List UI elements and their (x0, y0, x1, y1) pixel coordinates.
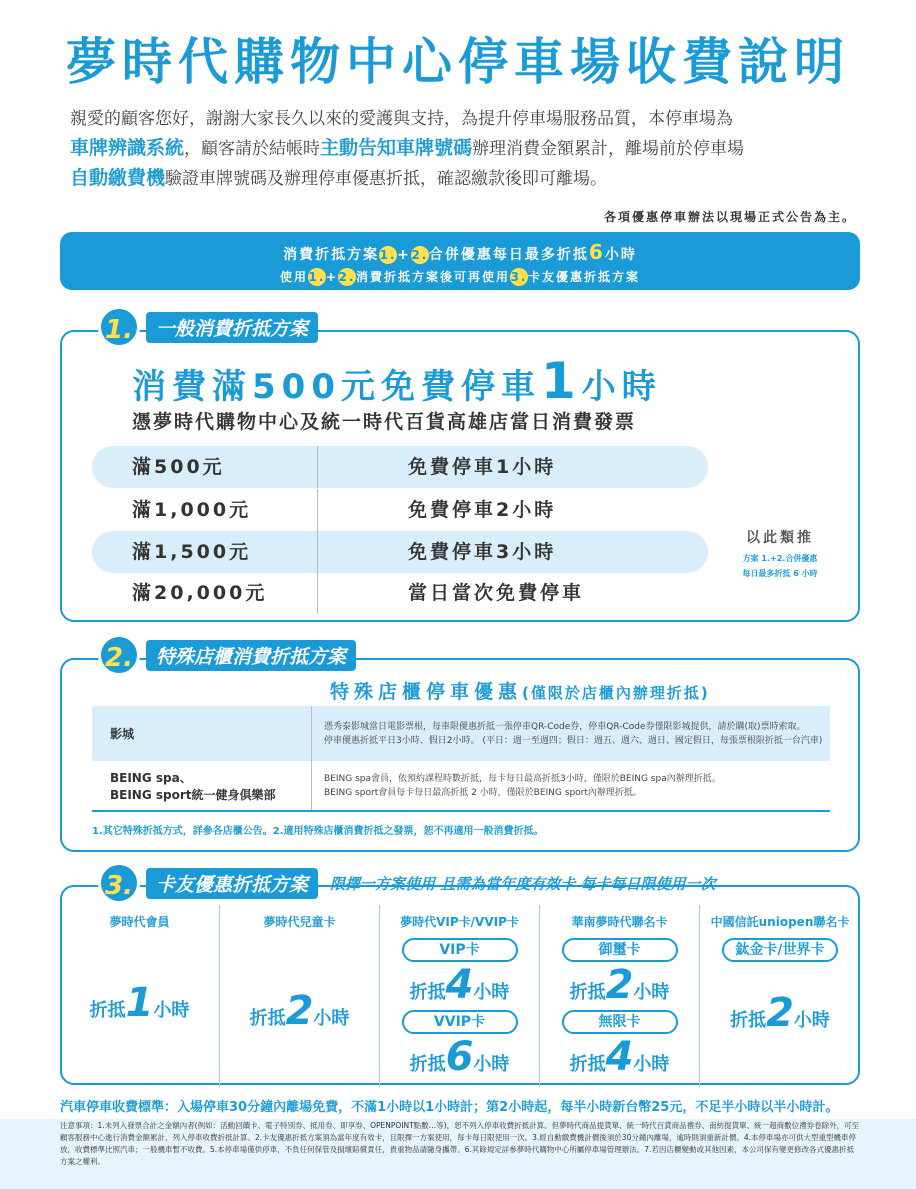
discount-post: 小時 (473, 982, 510, 1003)
card-tier-pill: VIP卡 (402, 938, 518, 962)
section-3-subtitle: 限擇一方案使用 且需為當年度有效卡 每卡每日限使用一次 (330, 874, 716, 893)
banner-max-hours: 6 (588, 240, 605, 264)
headline-text: 消費滿500元免費停車 (132, 367, 541, 407)
store-desc-line: 憑秀泰影城當日電影票根，每車限優惠折抵一張停車QR-Code券，停車QR-Code券僅限影城提供，請於購(取)票時索取。 (324, 721, 806, 732)
discount-number: 6 (445, 1034, 474, 1080)
tier-result: 免費停車3小時 (408, 541, 557, 563)
section-2-footnote: 1.其它特殊折抵方式，詳參各店櫃公告。2.適用特殊店櫃消費折抵之發票，恕不再適用一般消費折抵。 (92, 826, 544, 837)
banner-text: 消費折抵方案 (283, 247, 380, 263)
table-row (92, 761, 830, 810)
intro-text: 親愛的顧客您好，謝謝大家長久以來的愛護與支持，為提升停車場服務品質，本停車場為 (70, 109, 733, 129)
discount-post: 小時 (153, 1000, 190, 1021)
intro-highlight-pay-machine: 自動繳費機 (70, 167, 166, 189)
subtitle-text: 特殊店櫃停車優惠 (330, 681, 523, 703)
badge-2: 2. (338, 270, 356, 284)
table-row (92, 706, 830, 761)
discount-number: 4 (445, 962, 474, 1008)
notes: 注意事項：1.未列入發票合計之金額內者(例如：活動回饋卡、電子特別券、抵用券、即享券、OPENPOINT點數…等)，恕不列入停車收費折抵計算。但夢時代商品提貨單、統一時代百貨商品禮券、南紡提貨單、統一超商數位禮券卷除外，可至顧客服務中心進行消費金額累計，列入停車收費折抵計算。2.卡友優惠折抵方案須為當年度有效卡，且限擇一方案使用，每卡每日限使用一次。3.經自動繳費機計價後須於30分鐘內離場，逾時則須重新計價。4.本停車場亦可供大型重型機車停放，收費標準比照汽車；一般機車暫不收費。5.本停車場僅供停車，不負任何保管及損壞賠償責任，貴重物品請隨身攜帶。6.其餘規定詳參夢時代購物中心所屬停車場管理辦法。7.若因店櫃變動或其他因素，本公司保有變更修改各式優惠折抵方案之權利。 (60, 1121, 860, 1166)
banner-plus: + (325, 270, 339, 284)
inference-line-1: 方案 1.+2.合併優惠 (742, 554, 818, 563)
official-notice-note: 各項優惠停車辦法以現場正式公告為主。 (603, 210, 856, 224)
tier-result: 當日當次免費停車 (408, 582, 585, 604)
inference-line-2: 每日最多折抵 6 小時 (742, 569, 818, 578)
store-desc-line: BEING spa會員，依預約課程時數折抵，每卡每日最高折抵3小時，僅限於BEING spa內辦理折抵。 (324, 773, 721, 784)
tier-amount: 滿1,500元 (92, 531, 318, 573)
tier-result: 免費停車1小時 (408, 456, 557, 478)
intro-highlight-tell-plate: 主動告知車牌號碼 (320, 137, 473, 159)
badge-3: 3. (510, 270, 528, 284)
section-1-subtitle: 憑夢時代購物中心及統一時代百貨高雄店當日消費發票 (132, 411, 637, 433)
tier-amount: 滿20,000元 (92, 572, 318, 614)
headline-text: 小時 (581, 367, 662, 407)
discount-pre: 折抵 (409, 1054, 446, 1075)
special-store-table (92, 706, 830, 812)
tier-amount: 滿1,000元 (92, 489, 318, 531)
banner-line-1 (60, 240, 860, 264)
section-3-number: 3. (98, 862, 140, 904)
banner-text: 合併優惠每日最多折抵 (428, 247, 589, 263)
discount-number: 2 (766, 990, 794, 1036)
tier-row (92, 531, 708, 573)
discount-pre: 折抵 (730, 1010, 767, 1031)
card-tier-pill: VVIP卡 (402, 1010, 518, 1034)
banner-text: 消費折抵方案後可再使用 (356, 270, 511, 284)
discount-pre: 折抵 (89, 1000, 126, 1021)
card-name: 夢時代VIP卡/VVIP卡 (400, 915, 519, 929)
store-name (92, 706, 312, 761)
card-column (380, 905, 540, 1087)
tier-result: 免費停車2小時 (408, 499, 557, 521)
banner-text: 小時 (604, 247, 637, 263)
inference-title: 以此類推 (746, 530, 814, 546)
card-name: 華南夢時代聯名卡 (571, 915, 668, 929)
discount-pre: 折抵 (569, 982, 606, 1003)
store-desc (312, 761, 830, 810)
intro-highlight-plate-system: 車牌辨識系統 (70, 137, 185, 159)
badge-1: 1. (379, 248, 397, 262)
discount-hours (220, 988, 379, 1034)
section-1-number: 1. (98, 306, 140, 348)
store-name-line: BEING sport統一健身俱樂部 (110, 787, 276, 802)
discount-hours (700, 990, 860, 1036)
store-desc-line: BEING sport會員每卡每日最高折抵 2 小時，僅限於BEING sport內辦理折抵。 (324, 787, 642, 798)
store-desc-line: 停車優惠折抵平日3小時、假日2小時。 (平日：週一至週四；假日：週五、週六、週日、國定假日，每張票根限折抵一台汽車) (324, 735, 823, 746)
discount-number: 2 (605, 962, 634, 1008)
headline-hours: 1 (540, 352, 582, 410)
banner-line-2 (60, 268, 860, 286)
intro-text: 驗證車牌號碼及辦理停車優惠折抵，確認繳款後即可離場。 (165, 169, 608, 189)
discount-post: 小時 (633, 982, 670, 1003)
discount-pre: 折抵 (249, 1008, 286, 1029)
section-2-number: 2. (98, 634, 140, 676)
section-1-title: 一般消費折抵方案 (146, 312, 318, 343)
discount-number: 1 (125, 980, 154, 1026)
banner-text: 卡友優惠折抵方案 (528, 270, 641, 284)
section-3-header (98, 862, 715, 904)
discount-pre: 折抵 (409, 982, 446, 1003)
discount-hours (60, 980, 219, 1026)
discount-number: 4 (605, 1034, 634, 1080)
banner-text: 使用 (279, 270, 308, 284)
section-1-header (98, 306, 318, 348)
badge-2: 2. (411, 248, 429, 262)
card-tier-pill: 御璽卡 (562, 938, 678, 962)
discount-post: 小時 (793, 1010, 830, 1031)
card-column (540, 905, 700, 1087)
subtitle-small-text: (僅限於店櫃內辦理折抵) (522, 684, 710, 702)
intro-text: 辦理消費金額累計，離場前於停車場 (472, 139, 745, 159)
store-name-line: BEING spa、 (110, 770, 192, 785)
intro-paragraph (70, 105, 860, 194)
card-tier-pill: 無限卡 (562, 1010, 678, 1034)
discount-post: 小時 (633, 1054, 670, 1075)
discount-hours (540, 962, 699, 1008)
parking-fee-standard: 汽車停車收費標準：入場停車30分鐘內離場免費，不滿1小時以1小時計；第2小時起，每半小時新台幣25元，不足半小時以半小時計。 (60, 1100, 839, 1115)
card-column (60, 905, 220, 1087)
discount-number: 2 (285, 988, 314, 1034)
card-name: 中國信託uniopen聯名卡 (710, 915, 850, 929)
banner-plus: + (397, 247, 411, 263)
card-column (700, 905, 860, 1087)
combination-banner (60, 232, 860, 290)
discount-hours (540, 1034, 699, 1080)
section-3-title: 卡友優惠折抵方案 (146, 868, 318, 899)
intro-text: ，顧客請於結帳時 (184, 139, 321, 159)
card-name: 夢時代兒童卡 (263, 915, 336, 929)
card-tier-pill: 鈦金卡/世界卡 (722, 938, 838, 962)
store-desc (312, 706, 830, 761)
section-2-header (98, 634, 356, 676)
card-column (220, 905, 380, 1087)
section-1-headline (132, 352, 662, 410)
discount-pre: 折抵 (569, 1054, 606, 1075)
tier-row (92, 572, 708, 614)
page-title: 夢時代購物中心停車場收費說明 (66, 33, 850, 91)
discount-post: 小時 (313, 1008, 350, 1029)
badge-1: 1. (308, 270, 326, 284)
discount-post: 小時 (473, 1054, 510, 1075)
section-2-title: 特殊店櫃消費折抵方案 (146, 640, 356, 671)
card-name: 夢時代會員 (109, 915, 170, 929)
store-name (92, 761, 312, 810)
section-2-subtitle (330, 677, 710, 704)
discount-hours (380, 962, 539, 1008)
tier-amount: 滿500元 (92, 446, 318, 488)
tier-row (92, 489, 708, 531)
inference-note (725, 527, 835, 579)
discount-hours (380, 1034, 539, 1080)
store-name-line: 影城 (110, 727, 135, 741)
tier-row (92, 446, 708, 488)
